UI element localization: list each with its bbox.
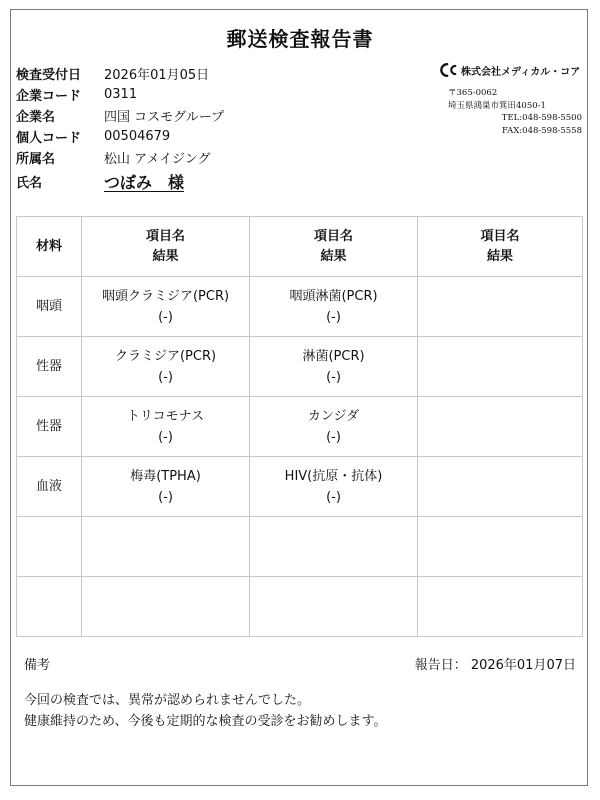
header-item-1: 項目名 結果	[82, 217, 250, 277]
remarks-message	[24, 690, 386, 732]
table-header-row	[17, 217, 583, 277]
test-result: (-)	[158, 489, 173, 505]
test-cell	[418, 337, 583, 397]
test-cell	[250, 577, 418, 637]
info-row-name	[16, 168, 224, 194]
test-name: カンジダ	[307, 408, 360, 424]
info-row-company-code	[16, 84, 224, 105]
header-material: 材料	[17, 217, 82, 277]
company-block	[438, 60, 584, 137]
info-row-reception-date	[16, 63, 224, 84]
company-fax: FAX:048-598-5558	[501, 125, 582, 136]
company-address: 埼玉県鴻巣市箕田4050-1	[448, 100, 546, 111]
info-label: 検査受付日	[16, 68, 82, 83]
patient-name: つぼみ 様	[104, 172, 185, 192]
test-name: 梅毒(TPHA)	[130, 468, 201, 484]
cc-logo-icon	[438, 61, 460, 79]
test-result: (-)	[158, 369, 173, 385]
company-name: 株式会社メディカル・コア	[461, 66, 581, 78]
test-name: 咽頭淋菌(PCR)	[289, 288, 378, 304]
info-value: 四国 コスモグループ	[104, 110, 225, 125]
info-label: 企業コード	[16, 89, 82, 104]
test-result: (-)	[158, 429, 173, 445]
patient-info	[16, 63, 224, 194]
company-contact	[438, 87, 584, 137]
table-row	[17, 337, 583, 397]
report-title: 郵送検査報告書	[226, 27, 374, 51]
test-cell	[418, 577, 583, 637]
info-row-company-name	[16, 105, 224, 126]
test-name: クラミジア(PCR)	[114, 348, 217, 364]
test-cell	[250, 517, 418, 577]
test-cell	[418, 397, 583, 457]
header-item-3: 項目名 結果	[418, 217, 583, 277]
test-result: (-)	[158, 309, 173, 325]
test-cell	[82, 457, 250, 517]
test-result: (-)	[326, 369, 341, 385]
header-item-2: 項目名 結果	[250, 217, 418, 277]
table-row	[17, 577, 583, 637]
test-cell	[250, 457, 418, 517]
info-value: 0311	[104, 87, 138, 102]
material-cell: 血液	[17, 457, 82, 517]
table-row	[17, 517, 583, 577]
info-row-personal-code	[16, 126, 224, 147]
table-row	[17, 457, 583, 517]
test-cell	[418, 517, 583, 577]
test-cell	[82, 397, 250, 457]
message-line: 健康維持のため、今後も定期的な検査の受診をお勧めします。	[24, 714, 387, 729]
message-line: 今回の検査では、異常が認められませんでした。	[24, 693, 311, 708]
info-label: 個人コード	[16, 131, 82, 146]
material-cell	[17, 517, 82, 577]
test-cell	[82, 337, 250, 397]
info-value: 2026年01月05日	[104, 68, 210, 83]
test-name: トリコモナス	[126, 408, 205, 424]
results-table	[16, 216, 583, 637]
info-value: 00504679	[104, 129, 171, 144]
info-label: 所属名	[16, 152, 56, 167]
report-date: 報告日： 2026年01月07日	[414, 658, 576, 673]
table-row	[17, 277, 583, 337]
info-value: 松山 アメイジング	[104, 152, 211, 167]
info-row-department	[16, 147, 224, 168]
material-cell: 性器	[17, 397, 82, 457]
test-result: (-)	[326, 309, 341, 325]
test-cell	[82, 277, 250, 337]
test-cell	[250, 397, 418, 457]
test-name: 咽頭クラミジア(PCR)	[101, 288, 230, 304]
test-cell	[82, 517, 250, 577]
material-cell: 咽頭	[17, 277, 82, 337]
material-cell	[17, 577, 82, 637]
table-row	[17, 397, 583, 457]
company-zip: 〒365-0062	[448, 88, 498, 98]
test-cell	[82, 577, 250, 637]
info-label: 氏名	[16, 175, 43, 191]
test-cell	[250, 277, 418, 337]
test-cell	[418, 277, 583, 337]
remarks-label: 備考	[24, 658, 51, 673]
info-label: 企業名	[16, 110, 56, 125]
test-result: (-)	[326, 489, 341, 505]
company-logo	[438, 60, 584, 80]
test-cell	[250, 337, 418, 397]
test-name: HIV(抗原・抗体)	[284, 468, 383, 484]
test-result: (-)	[326, 429, 341, 445]
test-cell	[418, 457, 583, 517]
test-name: 淋菌(PCR)	[302, 348, 365, 364]
material-cell: 性器	[17, 337, 82, 397]
company-tel: TEL:048-598-5500	[501, 113, 582, 123]
